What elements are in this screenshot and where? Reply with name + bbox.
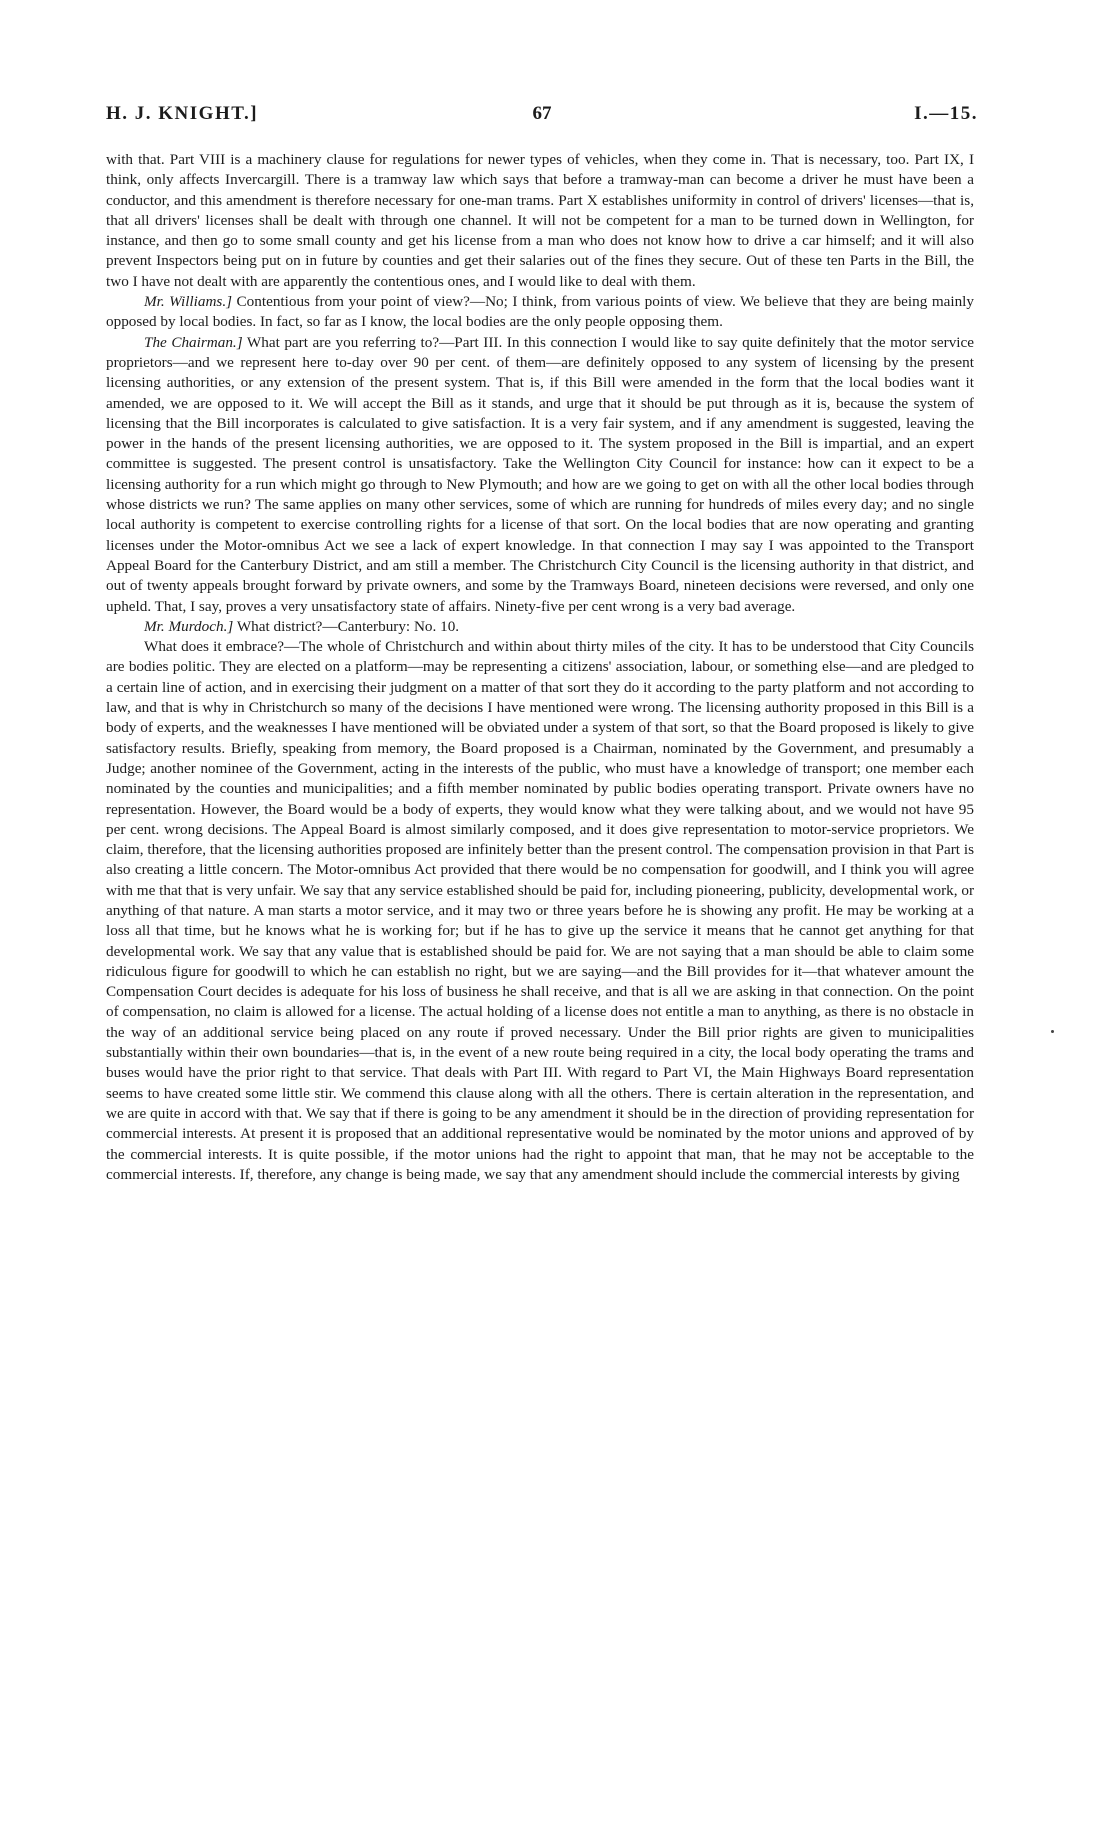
paragraph-text: with that. Part VIII is a machinery clause for regulations for newer types of vehicles, when they come in. That is necessary, too. Part IX, I think, only affects Invercargill. There is a tramway law which says that before a tramway-man can become a driver he must have been a conductor, and this amendment is therefore necessary for one-man trams. Part X establishes uniformity in control of drivers' licenses—that is, that all drivers' licenses shall be dealt with through one channel. It will not be competent for a man to be turned down in Wellington, for instance, and then go to some small county and get his license from a man who does not know how to drive a car himself; and it will also prevent Inspectors being put on in future by counties and get their salaries out of the fines they secure. Out of these ten Parts in the Bill, the two I have not dealt with are apparently the contentious ones, and I would like to deal with them. <box>106 151 974 290</box>
page-body <box>106 150 974 1185</box>
paragraph-text: What district?—Canterbury: No. 10. <box>233 617 460 635</box>
paragraph-text: What does it embrace?—The whole of Christchurch and within about thirty miles of the city. It has to be understood that City Councils are bodies politic. They are elected on a platform—may be representing a citizens' association, labour, or something else—and are pledged to a certain line of action, and in exercising their judgment on a matter of that sort they do it according to the party platform and not according to law, and that is why in Christchurch so many of the decisions I have mentioned were wrong. The licensing authority proposed in this Bill is a body of experts, and the weaknesses I have mentioned will be obviated under a system of that sort, so that the Board proposed is likely to give satisfactory results. Briefly, speaking from memory, the Board proposed is a Chairman, nominated by the Government, and presumably a Judge; another nominee of the Government, acting in the interests of the public, who must have a knowledge of transport; one member each nominated by the counties and municipalities; and a fifth member nominated by public bodies operating transport. Private owners have no representation. However, the Board would be a body of experts, they would know what they were talking about, and we would not have 95 per cent. wrong decisions. The Appeal Board is almost similarly composed, and it does give representation to motor-service proprietors. We claim, therefore, that the licensing authorities proposed are infinitely better than the present control. The compensation provision in that Part is also creating a little concern. The Motor-omnibus Act provided that there would be no compensation for goodwill, and I think you will agree with me that that is very unfair. We say that any service established should be paid for, including pioneering, publicity, developmental work, or anything of that nature. A man starts a motor service, and it may two or three years before he is showing any profit. He may be working at a loss all that time, but he knows what he is working for; but if he has to give up the service it means that he cannot get anything for that developmental work. We say that any value that is established should be paid for. We are not saying that a man should be able to claim some ridiculous figure for goodwill to which he can establish no right, but we are saying—and the Bill provides for it—that whatever amount the Compensation Court decides is adequate for his loss of business he shall receive, and that is all we are asking in that connection. On the point of compensation, no claim is allowed for a license. The actual holding of a license does not entitle a man to anything, as there is no obstacle in the way of an additional service being placed on any route if proved necessary. Under the Bill prior rights are given to municipalities substantially within their own boundaries—that is, in the event of a new route being required in a city, the local body operating the trams and buses would have the prior right to that service. That deals with Part III. With regard to Part VI, the Main Highways Board representation seems to have created some little stir. We commend this clause along with all the others. There is certain alteration in the representation, and we are quite in accord with that. We say that if there is going to be any amendment it should be in the direction of providing representation for commercial interests. At present it is proposed that an additional representative would be nominated by the motor unions and approved of by the commercial interests. It is quite possible, if the motor unions had the right to appoint that man, that he may not be acceptable to the commercial interests. If, therefore, any change is being made, we say that any amendment should include the commercial interests by giving <box>106 638 974 1183</box>
margin-speck <box>1051 1030 1054 1033</box>
paragraph-2 <box>106 292 974 333</box>
paragraph-text: Contentious from your point of view?—No; I think, from various points of view. We believe that they are being mainly opposed by local bodies. In fact, so far as I know, the local bodies are the only people opposing them. <box>106 293 974 331</box>
paragraph-4 <box>106 617 974 637</box>
paragraph-text: What part are you referring to?—Part III. In this connection I would like to say quite definitely that the motor service proprietors—and we represent here to-day over 90 per cent. of them—are definitely opposed to any system of licensing by the present licensing authorities, or any extension of the present system. That is, if this Bill were amended in the form that the local bodies want it amended, we are opposed to it. We will accept the Bill as it stands, and urge that it should be put through as it is, because the system of licensing that the Bill incorporates is calculated to give satisfaction. It is a very fair system, and if any amendment is suggested, leaving the power in the hands of the present licensing authorities, we are opposed to it. The system proposed in the Bill is impartial, and an expert committee is suggested. The present control is unsatisfactory. Take the Wellington City Council for instance: how can it expect to be a licensing authority for a run which might go through to New Plymouth; and how are we going to get on with all the other local bodies through whose districts we run? The same applies on many other services, some of which are running for hundreds of miles every day; and no single local authority is competent to exercise controlling rights for a license of that sort. On the local bodies that are now operating and granting licenses under the Motor-omnibus Act we see a lack of expert knowledge. In that connection I may say I was appointed to the Transport Appeal Board for the Canterbury District, and am still a member. The Christchurch City Council is the licensing authority in that district, and out of twenty appeals brought forward by private owners, and some by the Tramways Board, nineteen decisions were reversed, and only one upheld. That, I say, proves a very unsatisfactory state of affairs. Ninety-five per cent wrong is a very bad average. <box>106 333 975 615</box>
paragraph-5 <box>106 637 974 1185</box>
page-header <box>106 103 978 129</box>
header-witness-name: H. J. KNIGHT.] <box>106 103 259 124</box>
paragraph-1 <box>106 150 974 292</box>
page-number: 67 <box>532 103 552 124</box>
document-reference: I.—15. <box>914 103 978 124</box>
speaker-label: Mr. Williams.] <box>144 293 233 311</box>
paragraph-3 <box>106 333 974 617</box>
speaker-label: The Chairman.] <box>144 333 243 351</box>
speaker-label: Mr. Murdoch.] <box>144 617 234 635</box>
